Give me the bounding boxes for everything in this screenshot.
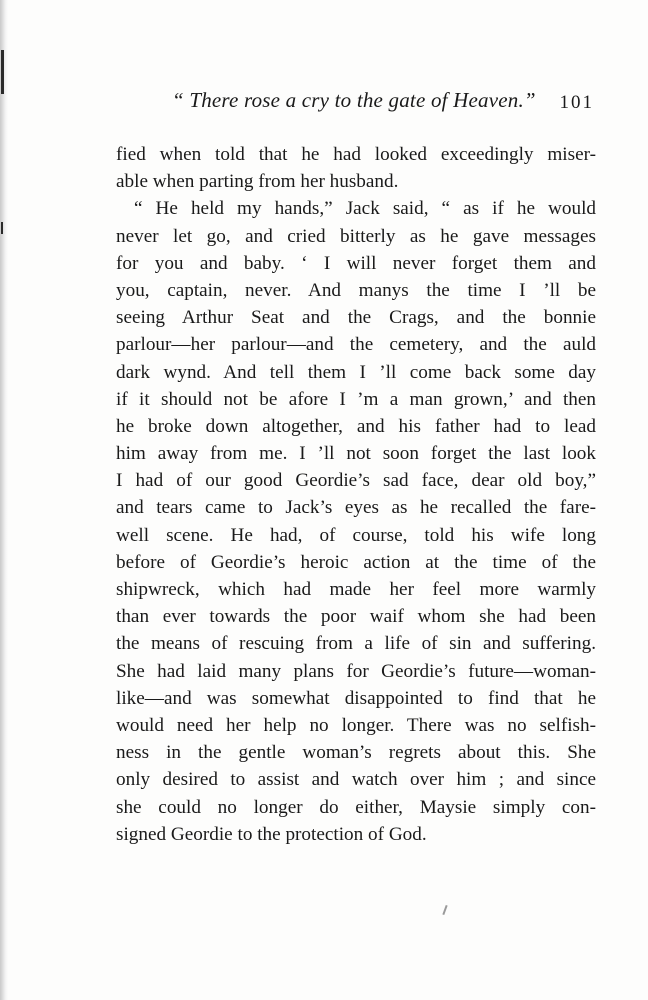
text-line: like—and was somewhat disappointed to find that he — [116, 687, 596, 709]
text-line: able when parting from her husband. — [116, 171, 399, 193]
text-line: and tears came to Jack’s eyes as he recalled the fare- — [116, 497, 596, 519]
text-line: seeing Arthur Seat and the Crags, and the bonnie — [116, 307, 596, 329]
text-line: “ He held my hands,” Jack said, “ as if he would — [134, 198, 596, 220]
running-head — [150, 88, 600, 120]
text-line: never let go, and cried bitterly as he gave messages — [116, 225, 596, 247]
text-line: he broke down altogether, and his father had to lead — [116, 415, 596, 437]
text-line: I had of our good Geordie’s sad face, dear old boy,” — [116, 470, 596, 492]
text-line: you, captain, never. And manys the time I ’ll be — [116, 279, 596, 301]
page-number: 101 — [559, 92, 594, 113]
text-line: would need her help no longer. There was no selfish- — [116, 714, 596, 736]
binding-mark — [1, 50, 4, 94]
text-line: signed Geordie to the protection of God. — [116, 823, 427, 845]
text-line: fied when told that he had looked exceedingly miser- — [116, 144, 596, 165]
print-speck — [442, 905, 447, 915]
text-line: ness in the gentle woman’s regrets about this. She — [116, 742, 596, 764]
text-line: him away from me. I ’ll not soon forget the last look — [116, 443, 596, 465]
text-line: if it should not be afore I ’m a man grown,’ and then — [116, 388, 596, 410]
text-line: before of Geordie’s heroic action at the time of the — [116, 551, 596, 573]
text-line: She had laid many plans for Geordie’s future—woman- — [116, 660, 596, 682]
binding-mark — [1, 222, 3, 234]
text-line: for you and baby. ‘ I will never forget them and — [116, 252, 596, 274]
text-line: than ever towards the poor waif whom she had been — [116, 606, 596, 628]
text-line: only desired to assist and watch over him ; and since — [116, 769, 596, 791]
text-line: well scene. He had, of course, told his wife long — [116, 524, 596, 546]
page-binding-edge — [0, 0, 8, 1000]
text-line: she could no longer do either, Maysie simply con- — [116, 796, 596, 818]
body-text — [116, 141, 596, 848]
text-line: the means of rescuing from a life of sin and suffering. — [116, 633, 596, 655]
text-line: shipwreck, which had made her feel more warmly — [116, 579, 596, 600]
running-title: “ There rose a cry to the gate of Heaven.” — [172, 88, 536, 112]
text-line: parlour—her parlour—and the cemetery, and the auld — [116, 334, 596, 356]
text-line: dark wynd. And tell them I ’ll come back some day — [116, 361, 596, 383]
